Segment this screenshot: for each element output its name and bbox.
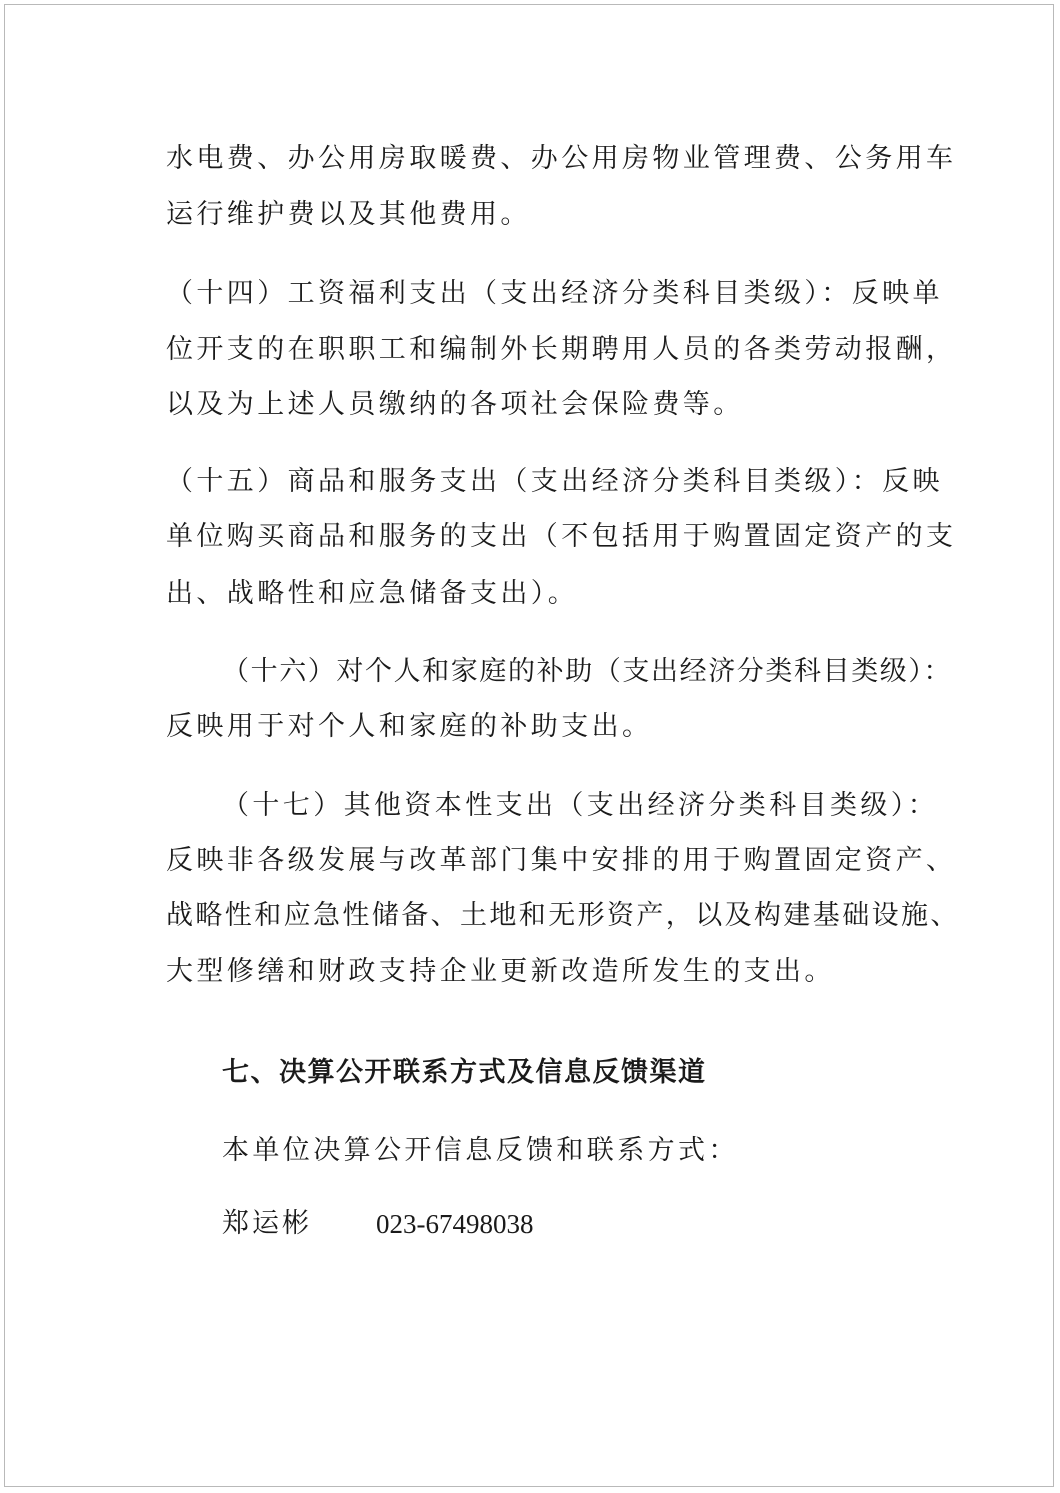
paragraph-line: （十七）其他资本性支出（支出经济分类科目类级）： xyxy=(222,790,939,821)
paragraph-line: 单位购买商品和服务的支出（不包括用于购置固定资产的支 xyxy=(166,521,957,552)
paragraph-line: （十四）工资福利支出（支出经济分类科目类级）：反映单 xyxy=(166,278,943,309)
contact-phone: 023-67498038 xyxy=(376,1209,534,1239)
paragraph-line: 反映非各级发展与改革部门集中安排的用于购置固定资产、 xyxy=(166,845,957,876)
paragraph-line: 战略性和应急性储备、土地和无形资产，以及构建基础设施、 xyxy=(166,900,960,931)
paragraph-line: （十五）商品和服务支出（支出经济分类科目类级）：反映 xyxy=(166,466,943,497)
section-heading: 七、决算公开联系方式及信息反馈渠道 xyxy=(222,1057,707,1088)
paragraph-line: 出、战略性和应急储备支出）。 xyxy=(166,578,579,609)
contact-name: 郑运彬 xyxy=(222,1208,312,1239)
paragraph-line: 运行维护费以及其他费用。 xyxy=(166,199,531,230)
paragraph-line: （十六）对个人和家庭的补助（支出经济分类科目类级）： xyxy=(222,656,953,687)
contact-intro: 本单位决算公开信息反馈和联系方式： xyxy=(222,1135,739,1166)
paragraph-line: 以及为上述人员缴纳的各项社会保险费等。 xyxy=(166,389,744,420)
paragraph-line: 位开支的在职职工和编制外长期聘用人员的各类劳动报酬， xyxy=(166,334,957,365)
paragraph-line: 大型修缮和财政支持企业更新改造所发生的支出。 xyxy=(166,956,835,987)
paragraph-line: 水电费、办公用房取暖费、办公用房物业管理费、公务用车 xyxy=(166,143,957,174)
paragraph-line: 反映用于对个人和家庭的补助支出。 xyxy=(166,711,653,742)
